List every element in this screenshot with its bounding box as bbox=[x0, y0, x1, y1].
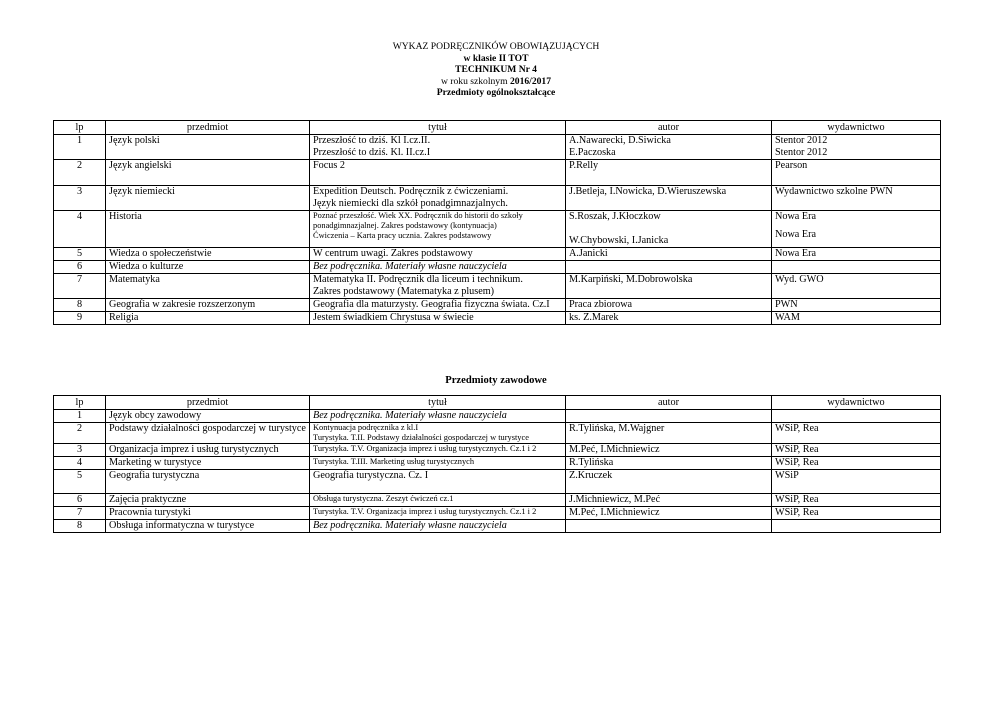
row-title: Bez podręcznika. Materiały własne nauczyciela bbox=[310, 261, 566, 274]
table-row bbox=[54, 519, 941, 532]
table-row bbox=[54, 469, 941, 493]
row-title: Turystyka. T.III. Marketing usług turystycznych bbox=[310, 456, 566, 469]
row-author: S.Roszak, J.Kłoczkow W.Chybowski, I.Janicka bbox=[566, 211, 772, 248]
table-row bbox=[54, 443, 941, 456]
row-lp: 5 bbox=[54, 469, 106, 493]
row-lp: 5 bbox=[54, 248, 106, 261]
row-publisher bbox=[772, 519, 941, 532]
table-row bbox=[54, 248, 941, 261]
header-school-year: w roku szkolnym 2016/2017 bbox=[440, 75, 552, 87]
column-header-lp: lp bbox=[54, 396, 106, 410]
row-author: R.Tylińska bbox=[566, 456, 772, 469]
row-author: P.Relly bbox=[566, 160, 772, 186]
row-subject: Zajęcia praktyczne bbox=[106, 493, 310, 506]
row-subject: Geografia turystyczna bbox=[106, 469, 310, 493]
column-header-lp: lp bbox=[54, 121, 106, 135]
column-header-subject: przedmiot bbox=[106, 396, 310, 410]
row-author: M.Peć, I.Michniewicz bbox=[566, 443, 772, 456]
row-title: Obsługa turystyczna. Zeszyt ćwiczeń cz.1 bbox=[310, 493, 566, 506]
row-lp: 2 bbox=[54, 423, 106, 444]
row-title: Bez podręcznika. Materiały własne nauczyciela bbox=[310, 519, 566, 532]
row-lp: 1 bbox=[54, 410, 106, 423]
row-publisher: WAM bbox=[772, 312, 941, 325]
row-subject: Religia bbox=[106, 312, 310, 325]
table-row bbox=[54, 186, 941, 211]
row-subject: Matematyka bbox=[106, 274, 310, 299]
section-title-vocational: Przedmioty zawodowe bbox=[445, 375, 547, 386]
row-subject: Obsługa informatyczna w turystyce bbox=[106, 519, 310, 532]
row-author bbox=[566, 519, 772, 532]
row-author: A.Janicki bbox=[566, 248, 772, 261]
row-lp: 9 bbox=[54, 312, 106, 325]
row-publisher: Nowa Era bbox=[772, 248, 941, 261]
row-title: W centrum uwagi. Zakres podstawowy bbox=[310, 248, 566, 261]
row-subject: Historia bbox=[106, 211, 310, 248]
row-publisher: WSiP, Rea bbox=[772, 506, 941, 519]
row-lp: 8 bbox=[54, 519, 106, 532]
row-author: ks. Z.Marek bbox=[566, 312, 772, 325]
header-title: WYKAZ PODRĘCZNIKÓW OBOWIĄZUJĄCYCH bbox=[392, 41, 600, 52]
document-header bbox=[0, 41, 992, 99]
row-lp: 3 bbox=[54, 186, 106, 211]
table-row bbox=[54, 312, 941, 325]
row-author: A.Nawarecki, D.Siwicka E.Paczoska bbox=[566, 135, 772, 160]
row-subject: Język obcy zawodowy bbox=[106, 410, 310, 423]
row-title: Geografia dla maturzysty. Geografia fizyczna świata. Cz.I bbox=[310, 299, 566, 312]
row-publisher: PWN bbox=[772, 299, 941, 312]
row-title: Turystyka. T.V. Organizacja imprez i usług turystycznych. Cz.1 i 2 bbox=[310, 506, 566, 519]
row-publisher: WSiP bbox=[772, 469, 941, 493]
column-header-title: tytuł bbox=[310, 121, 566, 135]
row-author: J.Betleja, I.Nowicka, D.Wieruszewska bbox=[566, 186, 772, 211]
table-row bbox=[54, 135, 941, 160]
row-publisher: WSiP, Rea bbox=[772, 443, 941, 456]
row-title: Bez podręcznika. Materiały własne nauczyciela bbox=[310, 410, 566, 423]
column-header-subject: przedmiot bbox=[106, 121, 310, 135]
row-subject: Język angielski bbox=[106, 160, 310, 186]
row-author bbox=[566, 410, 772, 423]
row-title: Matematyka II. Podręcznik dla liceum i technikum. Zakres podstawowy (Matematyka z plusem) bbox=[310, 274, 566, 299]
header-class: w klasie II TOT bbox=[463, 52, 529, 64]
column-header-publisher: wydawnictwo bbox=[772, 121, 941, 135]
table-row bbox=[54, 274, 941, 299]
row-title: Turystyka. T.V. Organizacja imprez i usług turystycznych. Cz.1 i 2 bbox=[310, 443, 566, 456]
table-header-row bbox=[54, 396, 941, 410]
row-publisher: Wydawnictwo szkolne PWN bbox=[772, 186, 941, 211]
row-publisher: WSiP, Rea bbox=[772, 493, 941, 506]
row-title: Kontynuacja podręcznika z kl.I Turystyka. T.II. Podstawy działalności gospodarczej w turystyce bbox=[310, 423, 566, 444]
row-author: Z.Kruczek bbox=[566, 469, 772, 493]
row-lp: 8 bbox=[54, 299, 106, 312]
row-publisher: Pearson bbox=[772, 160, 941, 186]
column-header-publisher: wydawnictwo bbox=[772, 396, 941, 410]
row-lp: 1 bbox=[54, 135, 106, 160]
row-publisher: Wyd. GWO bbox=[772, 274, 941, 299]
table-row bbox=[54, 211, 941, 248]
general-subjects-table bbox=[53, 120, 941, 325]
row-lp: 7 bbox=[54, 274, 106, 299]
header-school: TECHNIKUM Nr 4 bbox=[455, 64, 537, 76]
row-title: Przeszłość to dziś. Kl I.cz.II. Przeszłość to dziś. Kl. II.cz.I bbox=[310, 135, 566, 160]
row-lp: 6 bbox=[54, 261, 106, 274]
section-title-general: Przedmioty ogólnokształcące bbox=[436, 87, 556, 99]
table-row bbox=[54, 410, 941, 423]
row-author: Praca zbiorowa bbox=[566, 299, 772, 312]
row-publisher bbox=[772, 261, 941, 274]
row-lp: 3 bbox=[54, 443, 106, 456]
row-subject: Wiedza o społeczeństwie bbox=[106, 248, 310, 261]
row-subject: Wiedza o kulturze bbox=[106, 261, 310, 274]
row-subject: Pracownia turystyki bbox=[106, 506, 310, 519]
row-subject: Marketing w turystyce bbox=[106, 456, 310, 469]
row-lp: 4 bbox=[54, 456, 106, 469]
table-header-row bbox=[54, 121, 941, 135]
row-lp: 2 bbox=[54, 160, 106, 186]
row-lp: 7 bbox=[54, 506, 106, 519]
table-row bbox=[54, 261, 941, 274]
vocational-subjects-table bbox=[53, 395, 941, 533]
row-publisher: WSiP, Rea bbox=[772, 456, 941, 469]
table-row bbox=[54, 160, 941, 186]
table-row bbox=[54, 423, 941, 444]
column-header-author: autor bbox=[566, 121, 772, 135]
row-subject: Język polski bbox=[106, 135, 310, 160]
row-title: Expedition Deutsch. Podręcznik z ćwiczeniami. Język niemiecki dla szkół ponadgimnazjalnych. bbox=[310, 186, 566, 211]
row-subject: Organizacja imprez i usług turystycznych bbox=[106, 443, 310, 456]
table-row bbox=[54, 456, 941, 469]
row-publisher: WSiP, Rea bbox=[772, 423, 941, 444]
table-row bbox=[54, 506, 941, 519]
row-lp: 4 bbox=[54, 211, 106, 248]
row-author: M.Karpiński, M.Dobrowolska bbox=[566, 274, 772, 299]
row-subject: Język niemiecki bbox=[106, 186, 310, 211]
row-publisher: Nowa Era Nowa Era bbox=[772, 211, 941, 248]
row-author: J.Michniewicz, M.Peć bbox=[566, 493, 772, 506]
row-lp: 6 bbox=[54, 493, 106, 506]
table-row bbox=[54, 493, 941, 506]
column-header-title: tytuł bbox=[310, 396, 566, 410]
row-subject: Geografia w zakresie rozszerzonym bbox=[106, 299, 310, 312]
row-title: Geografia turystyczna. Cz. I bbox=[310, 469, 566, 493]
row-title: Jestem świadkiem Chrystusa w świecie bbox=[310, 312, 566, 325]
column-header-author: autor bbox=[566, 396, 772, 410]
row-author bbox=[566, 261, 772, 274]
row-publisher: Stentor 2012 Stentor 2012 bbox=[772, 135, 941, 160]
row-author: R.Tylińska, M.Wajgner bbox=[566, 423, 772, 444]
row-subject: Podstawy działalności gospodarczej w turystyce bbox=[106, 423, 310, 444]
row-publisher bbox=[772, 410, 941, 423]
row-title: Focus 2 bbox=[310, 160, 566, 186]
row-title: Poznać przeszłość. Wiek XX. Podręcznik do historii do szkoły ponadgimnazjalnej. Zakres podstawowy (kontynuacja) Ćwiczenia – Karta pracy ucznia. Zakres podstawowy bbox=[310, 211, 566, 248]
table-row bbox=[54, 299, 941, 312]
row-author: M.Peć, I.Michniewicz bbox=[566, 506, 772, 519]
